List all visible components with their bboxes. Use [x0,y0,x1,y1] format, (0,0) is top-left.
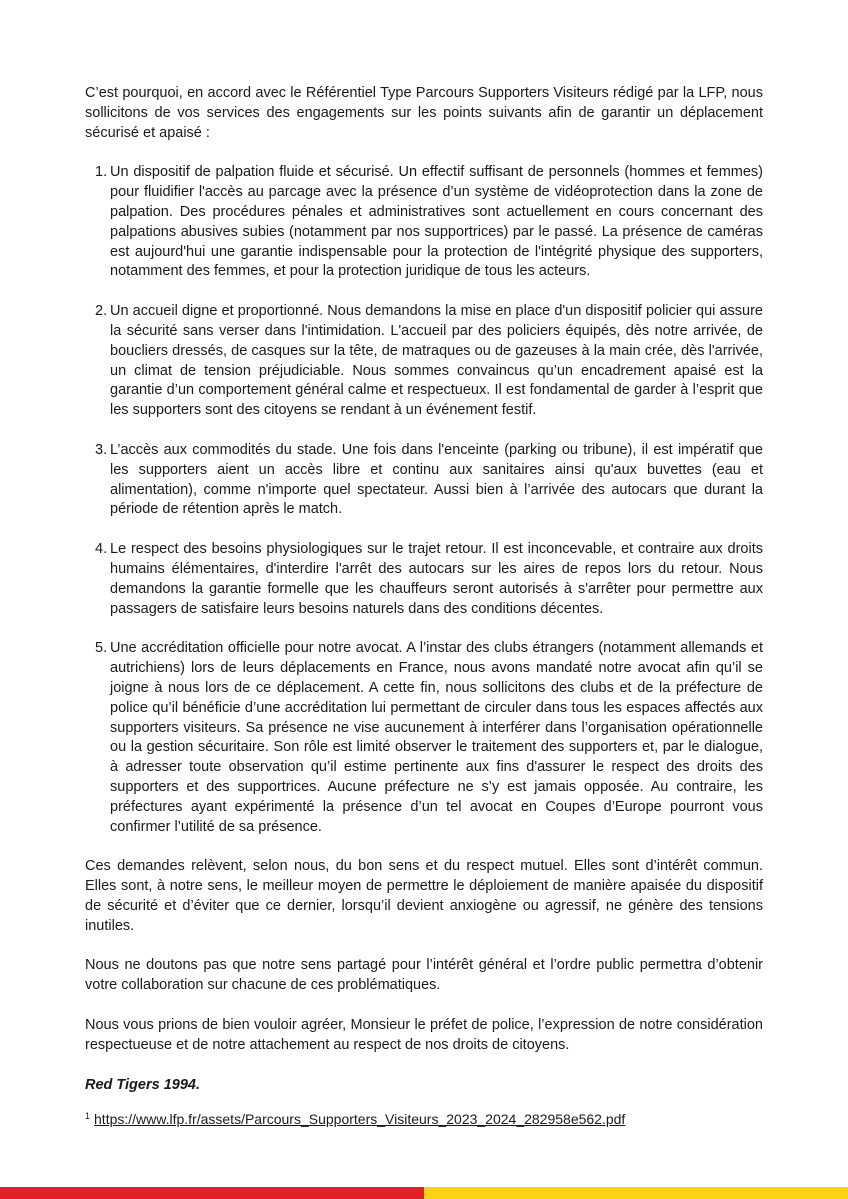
letter-body [85,84,763,1130]
demands-list [85,163,763,837]
footer-bar-red [0,1187,424,1199]
footnote-link[interactable]: https://www.lfp.fr/assets/Parcours_Supporters_Visiteurs_2023_2024_282958e562.pdf [94,1111,626,1128]
demand-item-3 [85,441,763,520]
demand-text: L’accès aux commodités du stade. Une fois dans l'enceinte (parking ou tribune), il est impératif que les supporters aient un accès libre et continu aux sanitaires ainsi qu'aux buvettes (eau et alimentation), comme n'importe quel spectateur. Aussi bien à l’arrivée des autocars que durant la période de rétention après le match. [110,441,763,518]
signature: Red Tigers 1994. [85,1076,200,1093]
demand-item-1 [85,163,763,282]
demand-text: Un accueil digne et proportionné. Nous demandons la mise en place d'un dispositif policier qui assure la sécurité sans verser dans l'intimidation. L'accueil par des policiers équipés, dès notre arrivée, de boucliers dressés, de casques sur la tête, de matraques ou de gazeuses à la main crée, dès l'arrivée, un climat de tension préjudiciable. Nous sommes convaincus qu’un encadrement apaisé est la garantie d’un comportement général calme et respectueux. Il est fondamental de garder à l’esprit que les supporters sont des citoyens se rendant à un événement festif. [110,303,763,419]
demand-number: 1. [95,164,108,181]
demand-number: 5. [95,640,108,657]
footnote [85,1110,763,1130]
demand-text: Le respect des besoins physiologiques sur le trajet retour. Il est inconcevable, et contraire aux droits humains élémentaires, d'interdire l'arrêt des autocars sur les aires de repos lors du retour. Nous demandons la garantie formelle que les chauffeurs seront autorisés à s'arrêter pour permettre aux passagers de satisfaire leurs besoins naturels dans des conditions décentes. [110,541,763,617]
footer-bar-yellow [424,1187,848,1199]
demand-number: 4. [95,541,108,558]
closing-paragraph: Nous vous prions de bien vouloir agréer, Monsieur le préfet de police, l’expression de notre considération respectueuse et de notre attachement au respect de nos droits de citoyens. [85,1017,763,1053]
demand-item-4 [85,540,763,619]
closing-paragraph: Nous ne doutons pas que notre sens partagé pour l’intérêt général et l’ordre public permettra d’obtenir votre collaboration sur chacune de ces problématiques. [85,957,763,994]
demand-item-5 [85,639,763,837]
demand-number: 3. [95,441,108,458]
demand-item-2 [85,302,763,421]
demand-text: Une accréditation officielle pour notre avocat. A l’instar des clubs étrangers (notamment allemands et autrichiens) lors de leurs déplacements en France, nous avons mandaté notre avocat afin qu’il se joigne à nous lors de ce déplacement. A cette fin, nous sollicitons des clubs et de la préfecture de police qu’il bénéficie d’une accréditation lui permettant de circuler dans tous les espaces affectés aux supporters visiteurs. Sa présence ne vise aucunement à interférer dans l’organisation opérationnelle ou la gestion sécuritaire. Son rôle est limité observer le traitement des supporters et, par le dialogue, à adresser toute observation qu’il estime pertinente aux fins d'assurer le respect des droits des supporters et des supportrices. Aucune préfecture ne s’y est jamais opposée. Au contraire, les préfectures ayant expérimenté la présence d’un tel avocat en Coupes d’Europe pourront vous confirmer l’utilité de sa présence. [110,640,763,835]
demand-text: Un dispositif de palpation fluide et sécurisé. Un effectif suffisant de personnels (hommes et femmes) pour fluidifier l'accès au parcage avec la présence d’un système de vidéoprotection dans la zone de palpation. Des procédures pénales et administratives sont actuellement en cours concernant des palpations abusives subies (notamment par nos supportrices) par le passé. La présence de caméras est aujourd'hui une garantie indispensable pour la protection de l'intégrité physique des supporters, notamment des femmes, et pour la protection juridique de tous les acteurs. [110,164,763,280]
demand-number: 2. [95,303,108,320]
closing-paragraph: Ces demandes relèvent, selon nous, du bon sens et du respect mutuel. Elles sont d’intérêt commun. Elles sont, à notre sens, le meilleur moyen de permettre le déploiement de manière apaisée du dispositif de sécurité et d’éviter que ce dernier, lorsqu’il devient anxiogène ou agressif, ne génère des tensions inutiles. [85,858,763,934]
footnote-marker: 1 [85,1110,91,1121]
intro-paragraph: C’est pourquoi, en accord avec le Référentiel Type Parcours Supporters Visiteurs rédigé par la LFP, nous sollicitons de vos services des engagements sur les points suivants afin de garantir un déplacement sécurisé et apaisé : [85,85,763,141]
